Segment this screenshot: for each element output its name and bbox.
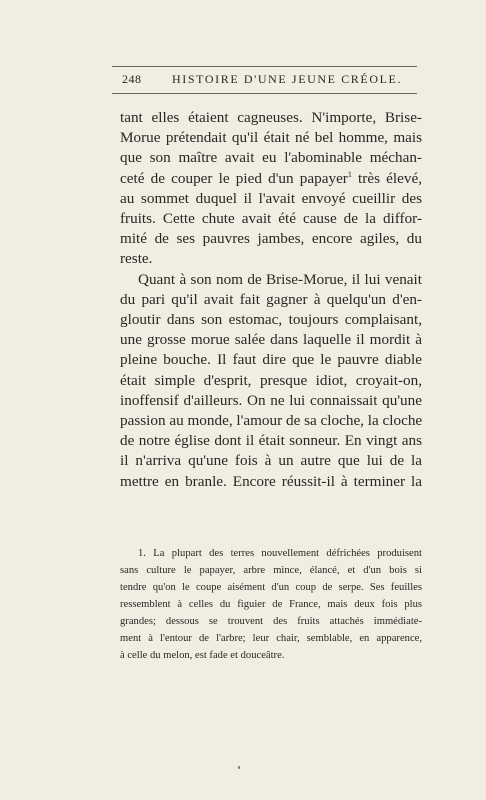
text-line: pleine bouche. Il faut dire que le pauvre diable <box>120 351 422 369</box>
text-line: fruits. Cette chute avait été cause de la diffor- <box>120 210 422 228</box>
text-line: était simple d'esprit, presque idiot, croyait-on, <box>120 371 422 389</box>
footnote-line: sans culture le papayer, arbre mince, élancé, et d'un bois si <box>120 565 422 576</box>
footnote-line: 1. La plupart des terres nouvellement défrichées produisent <box>138 548 422 559</box>
text-line-segment: ceté de couper le pied d'un papayer <box>120 169 348 187</box>
text-line: une grosse morue salée dans laquelle il mordit à <box>120 331 422 349</box>
footnote-ref: 1 <box>347 169 352 179</box>
footnote-line: tendre qu'on le coupe aisément d'un coup de serpe. Ses feuilles <box>120 582 422 593</box>
page-number: 248 <box>122 72 142 86</box>
text-line: Morue prétendait qu'il était né bel homme, mais <box>120 129 422 147</box>
body-text <box>120 108 422 492</box>
text-line: gloutir dans son estomac, toujours complaisant, <box>120 311 422 329</box>
text-line: passion au monde, l'amour de sa cloche, la cloche <box>120 412 423 430</box>
footnote-line: grandes; dessous se trouvent des fruits attachés immédiate- <box>120 616 422 627</box>
text-line <box>120 169 422 189</box>
text-line: de notre église dont il était sonneur. En vingt ans <box>120 432 422 450</box>
text-line: au sommet duquel il l'avait envoyé cueillir des <box>120 189 422 207</box>
text-line: mettre en branle. Encore réussit-il à terminer la <box>120 472 422 490</box>
text-line: inoffensif d'ailleurs. On ne lui connaissait qu'une <box>120 391 422 409</box>
footnote-line: à celle du melon, est fade et douceâtre. <box>120 650 285 661</box>
text-line: que son maître avait eu l'abominable méchan- <box>120 149 422 167</box>
ink-speck <box>238 766 240 769</box>
footnote <box>120 545 422 664</box>
running-head: HISTOIRE D'UNE JEUNE CRÉOLE. <box>172 72 403 86</box>
text-line: tant elles étaient cagneuses. N'importe, Brise- <box>120 109 422 126</box>
text-line: reste. <box>120 250 153 268</box>
footnote-line: ressemblent à celles du figuier de France, mais deux fois plus <box>120 599 422 610</box>
page-header <box>112 66 417 94</box>
text-line: il n'arriva qu'une fois à un autre que lui de la <box>120 452 422 470</box>
text-line-segment: très élevé, <box>351 169 422 187</box>
footnote-line: ment à l'entour de l'arbre; leur chair, semblable, en apparence, <box>120 633 422 644</box>
text-line: Quant à son nom de Brise-Morue, il lui venait <box>138 270 422 288</box>
text-line: du pari qu'il avait fait gagner à quelqu'un d'en- <box>120 290 422 308</box>
text-line: mité de ses pauvres jambes, encore agiles, du <box>120 230 422 248</box>
